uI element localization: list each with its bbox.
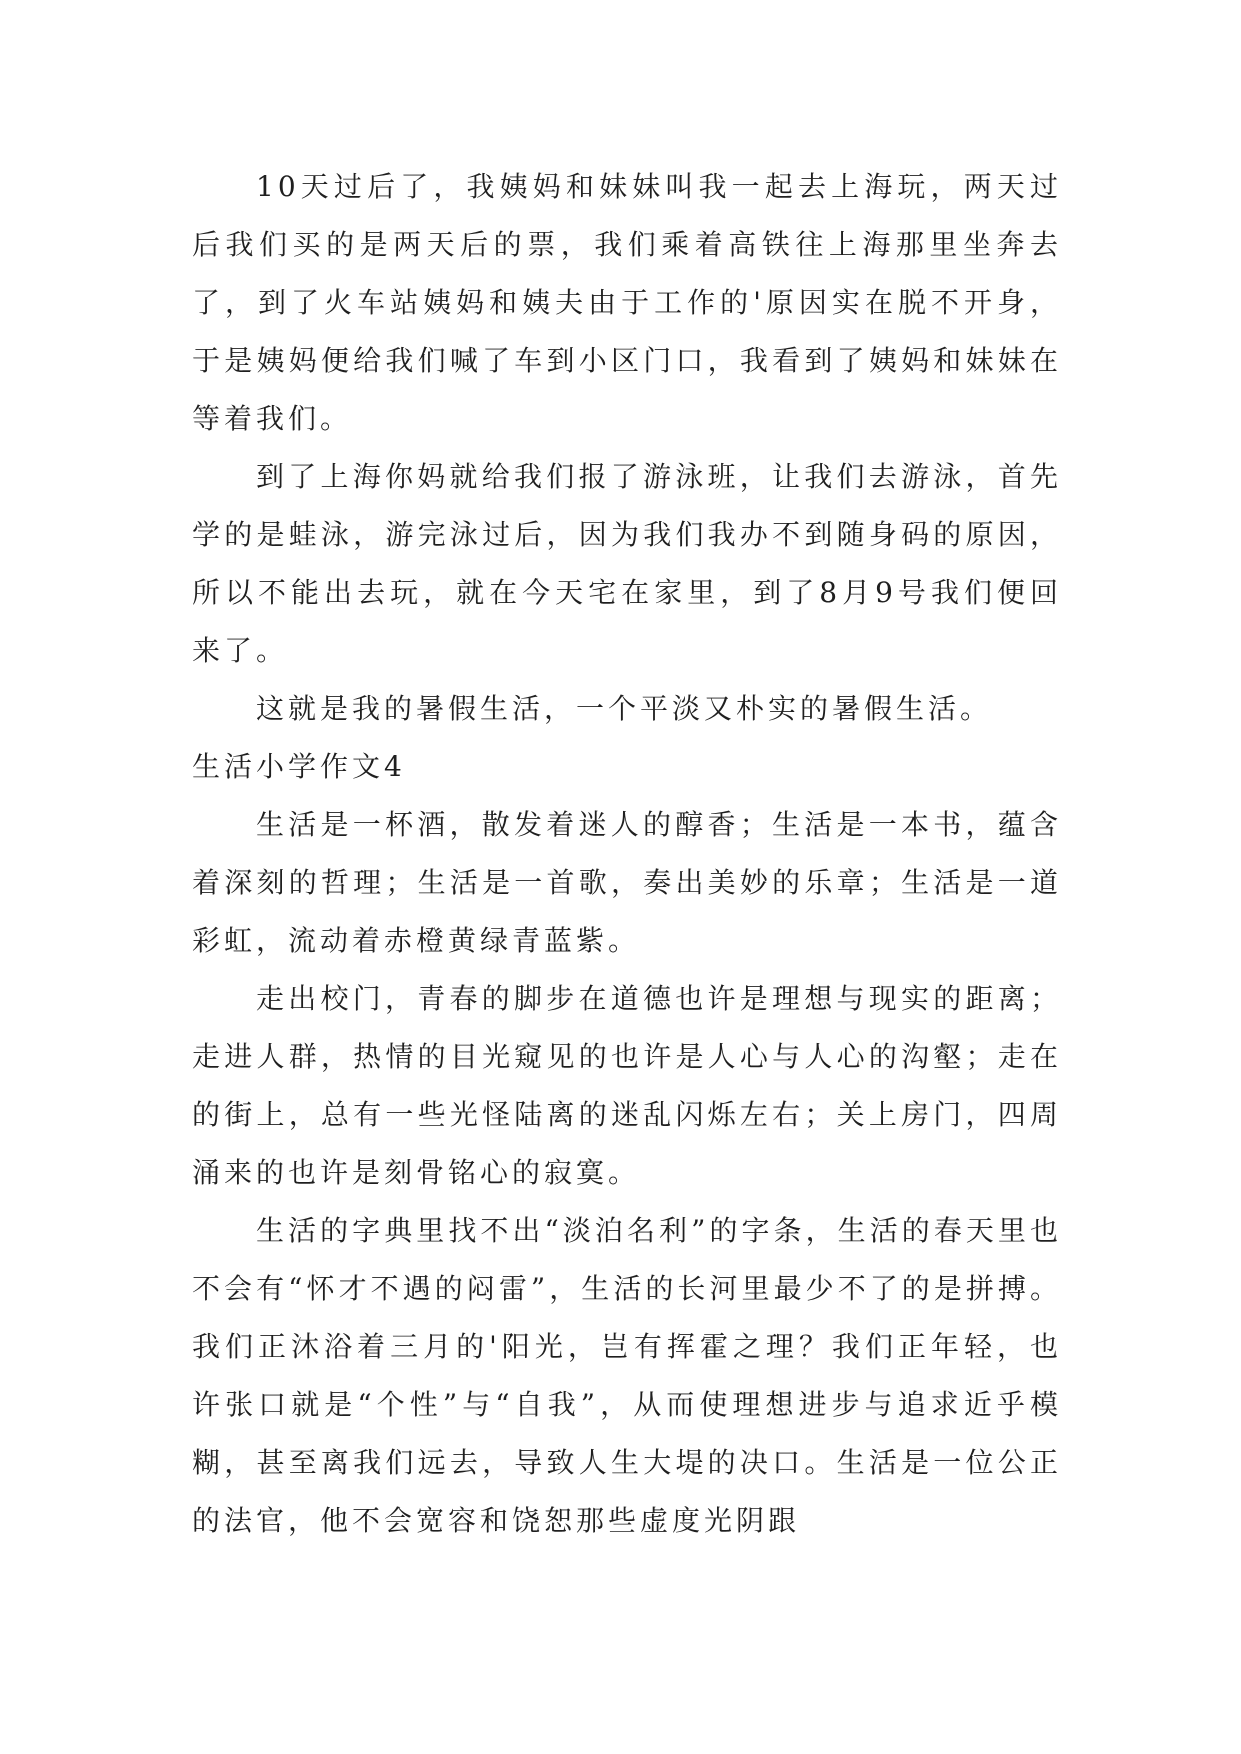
paragraph-life-metaphors: 生活是一杯酒，散发着迷人的醇香；生活是一本书，蕴含着深刻的哲理；生活是一首歌，奏出美妙的乐章；生活是一道彩虹，流动着赤橙黄绿青蓝紫。: [192, 808, 1062, 957]
paragraph-leaving-school: 走出校门，青春的脚步在道德也许是理想与现实的距离；走进人群，热情的目光窥见的也许是人心与人心的沟壑；走在的街上，总有一些光怪陆离的迷乱闪烁左右；关上房门，四周涌来的也许是刻骨铭心的寂寞。: [192, 982, 1062, 1189]
paragraph-swimming-class: 到了上海你妈就给我们报了游泳班，让我们去游泳，首先学的是蛙泳，游完泳过后，因为我们我办不到随身码的原因，所以不能出去玩，就在今天宅在家里，到了8月9号我们便回来了。: [192, 460, 1062, 667]
paragraph-summary: 这就是我的暑假生活，一个平淡又朴实的暑假生活。: [256, 692, 993, 725]
paragraph-shanghai-trip: 10天过后了，我姨妈和妹妹叫我一起去上海玩，两天过后我们买的是两天后的票，我们乘着高铁往上海那里坐奔去了，到了火车站姨妈和姨夫由于工作的'原因实在脱不开身，于是姨妈便给我们喊了车到小区门口，我看到了姨妈和妹妹在等着我们。: [192, 170, 1062, 435]
paragraph-life-dictionary: 生活的字典里找不出“淡泊名利”的字条，生活的春天里也不会有“怀才不遇的闷雷”，生活的长河里最少不了的是拼搏。我们正沐浴着三月的'阳光，岂有挥霍之理？我们正年轻，也许张口就是“个性”与“自我”，从而使理想进步与追求近乎模糊，甚至离我们远去，导致人生大堤的决口。生活是一位公正的法官，他不会宽容和饶恕那些虚度光阴跟: [192, 1214, 1062, 1537]
document-body: [192, 158, 1062, 1550]
section-title: 生活小学作文4: [192, 750, 406, 783]
